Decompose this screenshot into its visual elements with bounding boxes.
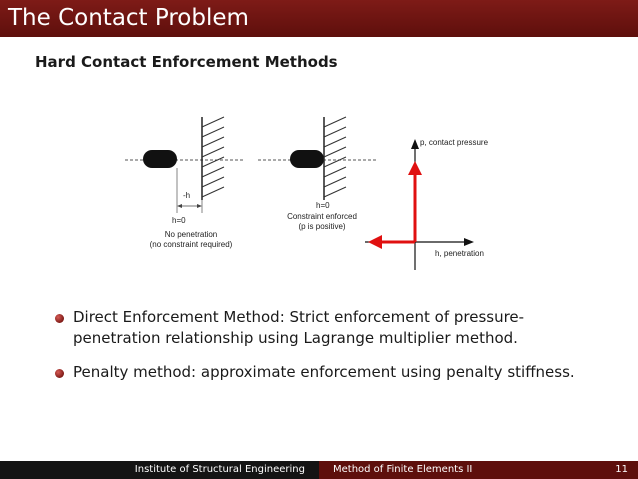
footer-institute: Institute of Structural Engineering [0, 461, 319, 479]
separation-arrowhead [368, 235, 382, 249]
h-axis-label: h, penetration [435, 249, 484, 258]
p-positive-label: (p is positive) [298, 222, 346, 231]
right-contact-body [290, 150, 324, 168]
bullet-list [55, 307, 575, 396]
no-constraint-label: (no constraint required) [149, 240, 233, 249]
bullet-item [55, 362, 575, 383]
right-wall-hatching [324, 117, 346, 197]
bullet-text: Direct Enforcement Method: Strict enforcement of pressure-penetration relationship using Lagrange multiplier method. [73, 308, 525, 347]
pressure-arrowhead [408, 161, 422, 175]
slide-subtitle: Hard Contact Enforcement Methods [35, 53, 338, 71]
neg-h-label: -h [183, 191, 191, 200]
p-axis-label: p, contact pressure [420, 138, 489, 147]
bullet-text: Penalty method: approximate enforcement using penalty stiffness. [73, 363, 575, 381]
footer-course: Method of Finite Elements II [333, 464, 473, 475]
bullet-item [55, 307, 575, 349]
left-contact-body [143, 150, 177, 168]
contact-figure [110, 105, 510, 285]
h0-left-label: h=0 [172, 216, 186, 225]
bullet-icon [55, 314, 64, 323]
no-penetration-label: No penetration [164, 230, 218, 239]
h0-right-label: h=0 [316, 201, 330, 210]
page-number: 11 [615, 464, 628, 475]
constraint-enforced-label: Constraint enforced [287, 212, 357, 221]
bullet-icon [55, 369, 64, 378]
footer-course-bar [319, 461, 638, 479]
footer [0, 461, 638, 479]
slide-title: The Contact Problem [0, 0, 638, 37]
left-wall-hatching [202, 117, 224, 197]
contact-diagram [110, 105, 510, 285]
